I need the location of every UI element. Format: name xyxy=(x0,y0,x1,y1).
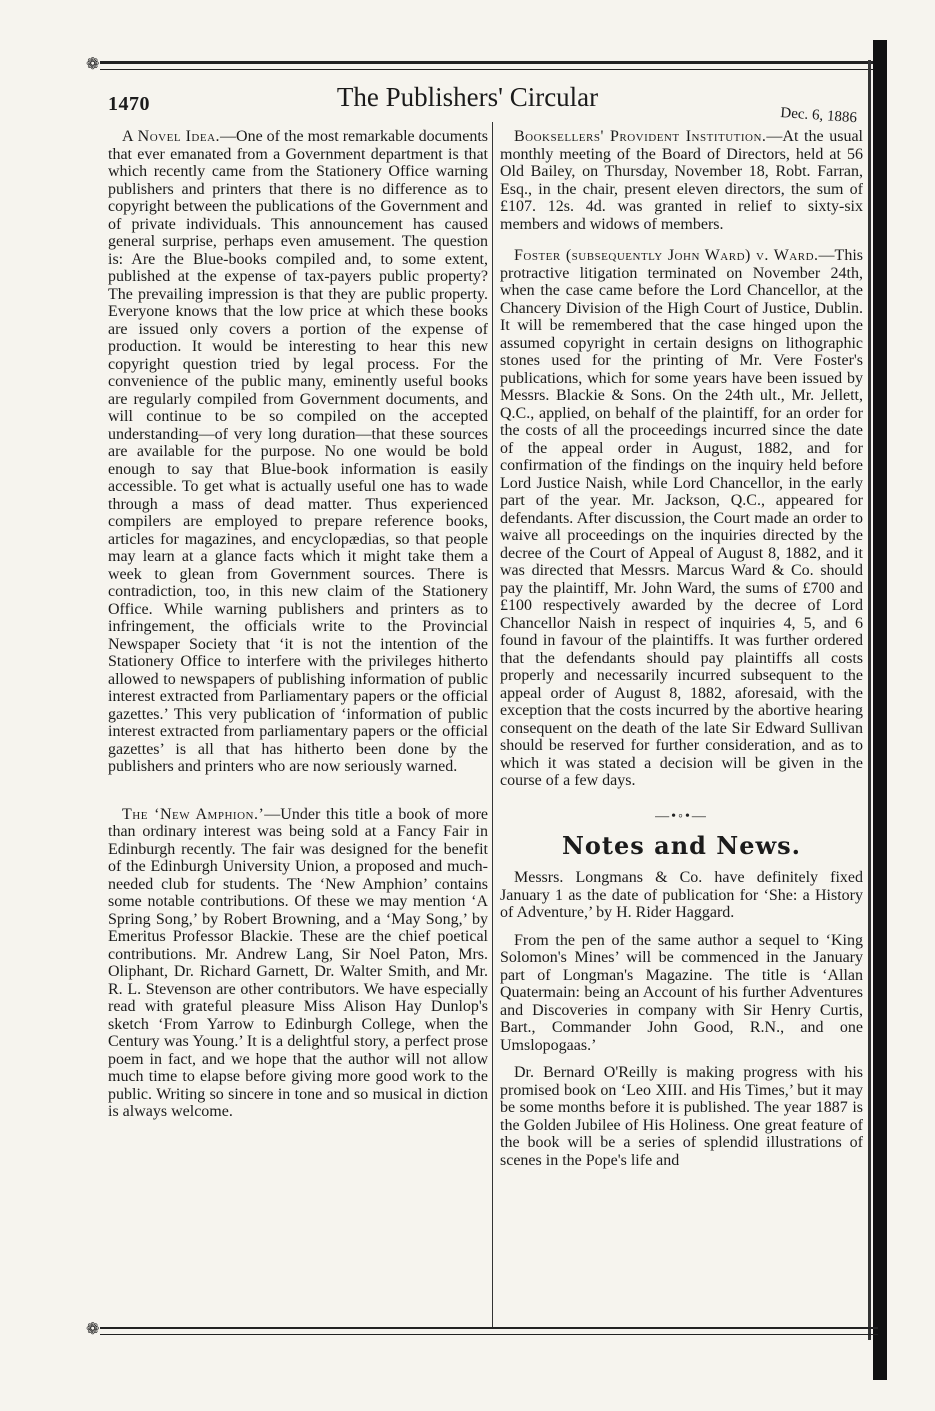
article-provident-institution xyxy=(500,128,863,233)
article-body: —At the usual monthly meeting of the Board of Directors, held at 56 Old Bailey, on Thursday, November 18, Robt. Farran, Esq., in the chair, present eleven directors, the sum of £107. 12s. 4d. was granted in relief to sixty-six members and widows of members. xyxy=(500,128,863,233)
column-divider xyxy=(492,122,493,1327)
article-body: —One of the most remarkable documents that ever emanated from a Government department is that which recently came from the Stationery Office warning publishers and printers that there is no difference as to copyright between the publications of the Government and of private individuals. This announcement has caused general surprise, perhaps even amusement. The question is: Are the Blue-books compiled and, to some extent, published at the expense of tax-payers public property? The prevailing impression is that they are public property. Everyone knows that the low price at which these books are issued only covers a portion of the expense of production. It would be interesting to hear this new copyright question tried by legal process. For the convenience of the public many, eminently useful books are regularly compiled from Government documents, and will continue to be so compiled on the accepted understanding—of very long duration—that these sources are available for the purpose. No one would be bold enough to say that Blue-book information is easily accessible. To get what is actually useful one has to wade through a mass of dead matter. Thus experienced compilers are employed to prepare reference books, articles for magazines, and encyclopædias, so that people may learn at a glance facts which it might take them a week to glean from Government sources. There is contradiction, too, in this new claim of the Stationery Office. While warning publishers and printers as to infringement, the officials write to the Provincial Newspaper Society that ‘it is not the intention of the Stationery Office to interfere with the privileges hitherto allowed to newspapers of publishing information of public interest extracted from Parliamentary papers or the official gazettes.’ This very publication of ‘information of public interest extracted from parliamentary papers or the official gazettes’ is all that has hitherto been done by the publishers and printers who are now seriously warned. xyxy=(108,128,488,775)
publication-title: The Publishers' Circular xyxy=(336,82,599,112)
article-novel-idea xyxy=(108,128,488,776)
bottom-rule xyxy=(100,1327,878,1329)
news-item: Messrs. Longmans & Co. have definitely fixed January 1 as the date of publication for ‘She: a History of Adventure,’ by H. Rider Haggard. xyxy=(500,869,863,921)
top-rule xyxy=(100,61,878,64)
bottom-left-ornament: ❁ xyxy=(86,1321,100,1338)
article-lead: Booksellers' Provident Institution. xyxy=(514,128,767,145)
section-separator: —•◦•— xyxy=(655,808,708,824)
bottom-rule-thin xyxy=(100,1334,878,1335)
article-body: —This protractive litigation terminated on November 24th, when the case came before the Lord Chancellor, at the Chancery Division of the High Court of Justice, Dublin. It will be remembered that the case hinged upon the assumed copyright in certain designs on lithographic stones used for the printing of Mr. Vere Foster's publications, which for some years have been issued by Messrs. Blackie & Sons. On the 24th ult., Mr. Jellett, Q.C., applied, on behalf of the plaintiff, for an order for the costs of all the proceedings incurred since the date of the appeal order in August, 1882, and for confirmation of the findings on the inquiry held before Lord Justice Naish, while Lord Chancellor, in the early part of the year. Mr. Jackson, Q.C., appeared for defendants. After discussion, the Court made an order to waive all proceedings on the inquiries directed by the decree of the Court of Appeal of August 8, 1882, and it was directed that Messrs. Marcus Ward & Co. should pay the plaintiff, Mr. John Ward, the sums of £700 and £100 respectively awarded by the decree of Lord Chancellor Naish in respect of inquiries 4, 5, and 6 found in favour of the plaintiffs. It was further ordered that the defendants should pay plaintiffs all costs properly and necessarily incurred subsequent to the appeal order of August 8, 1882, aforesaid, with the exception that the costs incurred by the abortive hearing consequent on the death of the late Sir Edward Sullivan should be reserved for further consideration, and as to which it was stated a decision will be given in the course of a few days. xyxy=(500,247,863,789)
article-foster-v-ward xyxy=(500,247,863,790)
news-list xyxy=(500,869,863,1169)
issue-date: Dec. 6, 1886 xyxy=(779,105,858,127)
news-item: From the pen of the same author a sequel to ‘King Solomon's Mines’ will be commenced in the January part of Longman's Magazine. The title is ‘Allan Quatermain: being an Account of his further Adventures and Discoveries in company with Sir Henry Curtis, Bart., Commander John Good, R.N., and one Umslopogaas.’ xyxy=(500,931,863,1054)
article-new-amphion xyxy=(108,806,488,1121)
article-lead: A Novel Idea. xyxy=(122,128,221,145)
notes-and-news-heading: Notes and News. xyxy=(561,831,802,860)
article-lead: The ‘New Amphion.’ xyxy=(122,805,265,823)
page-edge-shadow xyxy=(873,40,887,1380)
page-edge-line xyxy=(868,60,871,1340)
left-column xyxy=(108,128,488,1121)
top-left-ornament: ❁ xyxy=(86,56,100,73)
article-body: —Under this title a book of more than ordinary interest was being sold at a Fancy Fair in Edinburgh recently. The fair was designed for the benefit of the Edinburgh University Union, a proposed and much-needed club for students. The ‘New Amphion’ contains some notable contributions. Of these we may mention ‘A Spring Song,’ by Robert Browning, and a ‘May Song,’ by Emeritus Professor Blackie. These are the chief poetical contributions. Mr. Andrew Lang, Sir Noel Paton, Mrs. Oliphant, Dr. Richard Garnett, Dr. Walter Smith, and Mr. R. L. Stevenson are other contributors. We have especially read with grateful pleasure Miss Alison Hay Dunlop's sketch ‘From Yarrow to Edinburgh College, when the Century was Young.’ It is a delightful story, a perfect prose poem in fact, and we hope that the author will not allow much time to elapse before giving more good work to the public. Writing so sincere in tone and so musical in diction is always welcome. xyxy=(108,805,488,1120)
news-item: Dr. Bernard O'Reilly is making progress with his promised book on ‘Leo XIII. and His Times,’ but it may be some months before it is published. The year 1887 is the Golden Jubilee of His Holiness. One great feature of the book will be a series of splendid illustrations of scenes in the Pope's life and xyxy=(500,1064,863,1169)
top-rule-thin xyxy=(100,69,878,70)
right-column xyxy=(500,128,863,1169)
article-lead: Foster (subsequently John Ward) v. Ward. xyxy=(514,247,819,264)
page-number: 1470 xyxy=(108,93,150,115)
